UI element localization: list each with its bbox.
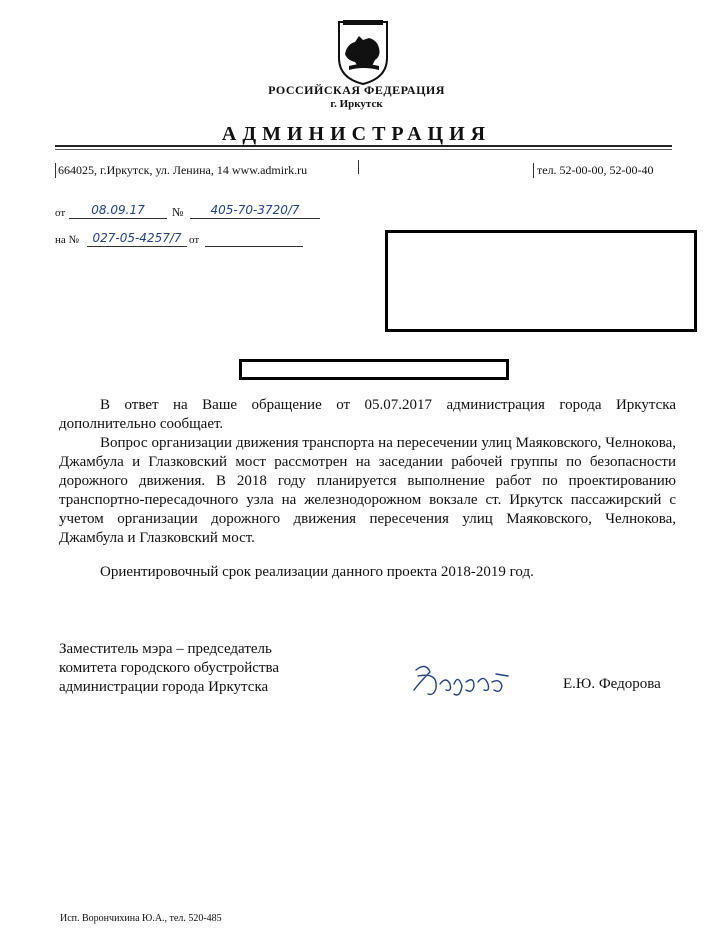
reference-date-label: от: [189, 234, 200, 246]
header-divider: [55, 145, 672, 147]
phone-line: тел. 52-00-00, 52-00-40: [533, 163, 654, 178]
country-name: РОССИЙСКАЯ ФЕДЕРАЦИЯ: [268, 83, 445, 97]
date-label: от: [55, 207, 66, 219]
reference-label: на №: [55, 234, 80, 246]
outgoing-number-field: 405-70-3720/7: [190, 203, 320, 219]
organization-title: АДМИНИСТРАЦИЯ: [221, 123, 492, 145]
signatory-position: [59, 640, 279, 697]
coat-of-arms-icon: [335, 18, 391, 86]
outgoing-date-field: 08.09.17: [69, 203, 167, 219]
handwritten-signature: [408, 660, 512, 706]
number-label: №: [172, 205, 184, 219]
body-paragraph: В ответ на Ваше обращение от 05.07.2017 администрация города Иркутска дополнительно сообщает.: [59, 397, 676, 432]
redacted-salutation-box: [239, 359, 509, 380]
body-paragraph: Ориентировочный срок реализации данного проекта 2018-2019 год.: [100, 564, 534, 580]
city-name: г. Иркутск: [330, 98, 383, 110]
position-line: комитета городского обустройства: [59, 660, 280, 676]
redacted-recipient-box: [385, 230, 697, 332]
executor-info: Исп. Ворончихина Ю.А., тел. 520-485: [60, 913, 222, 924]
reference-date-field: [205, 231, 303, 247]
position-line: администрации города Иркутска: [59, 679, 269, 695]
body-paragraph: Вопрос организации движения транспорта на пересечении улиц Маяковского, Челнокова, Джамбула и Глазковский мост рассмотрен на заседании рабочей группы по безопасности дорожного движения. В 2018 году планируется выполнение работ по проектированию транспортно-пересадочного узла на железнодорожном вокзале ст. Иркутск пассажирский с учетом организации дорожного движения пересечения улиц Маяковского, Челнокова, Джамбула и Глазковский мост.: [59, 435, 676, 546]
address-line: 664025, г.Иркутск, ул. Ленина, 14 www.admirk.ru: [55, 163, 307, 178]
position-line: Заместитель мэра – председатель: [59, 641, 272, 657]
address-divider: [358, 160, 359, 174]
header-divider-thin: [55, 149, 672, 150]
reference-number-field: 027-05-4257/7: [87, 231, 187, 247]
signatory-name: Е.Ю. Федорова: [563, 676, 661, 692]
